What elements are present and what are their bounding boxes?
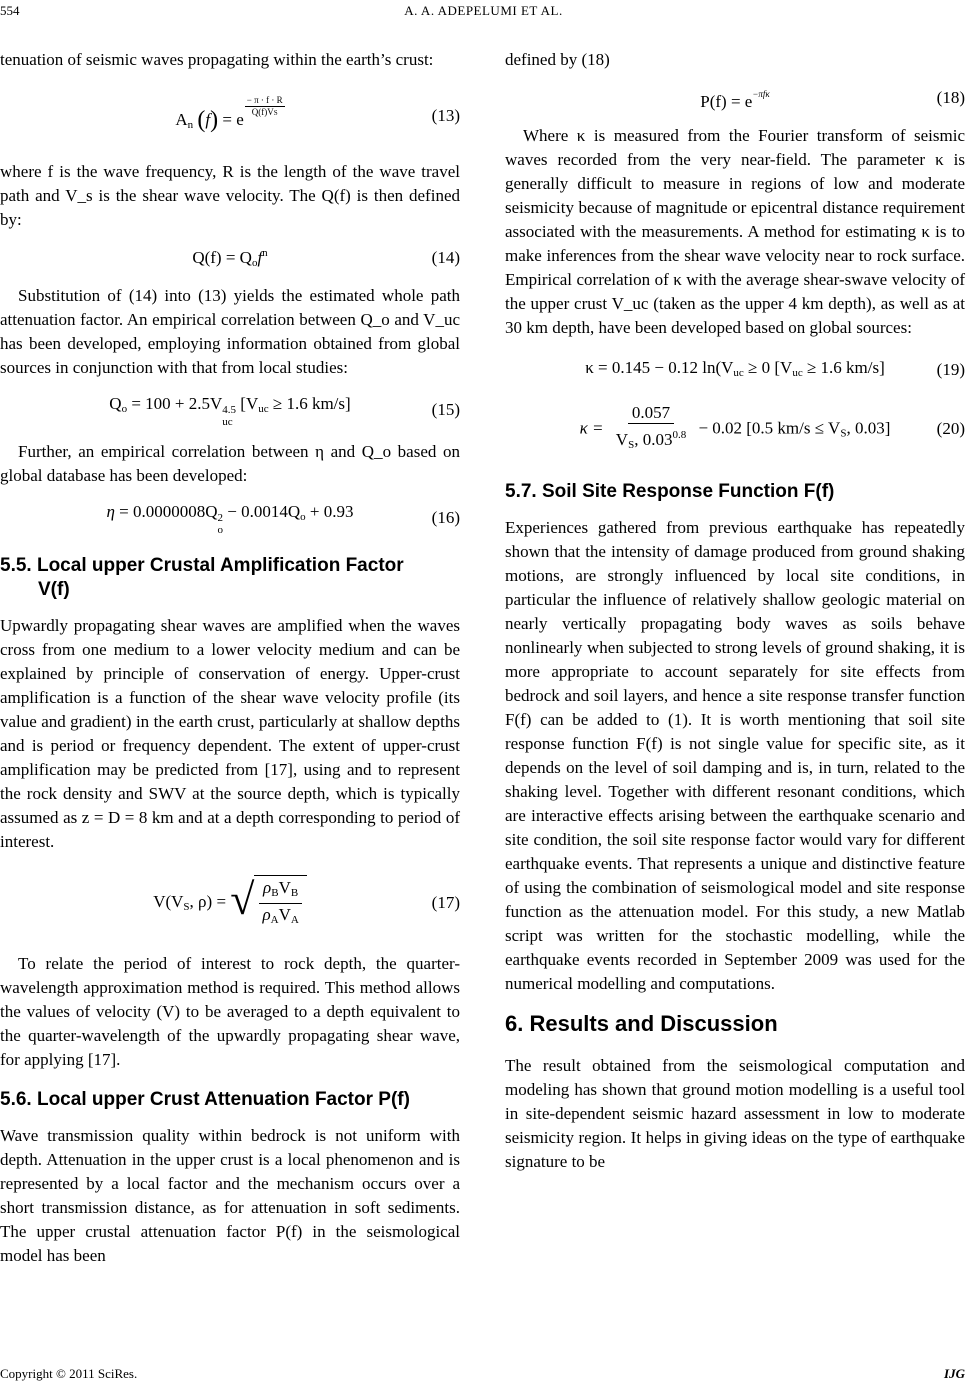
equation-14: $Q(f) = Q_of^n$ (14) bbox=[192, 247, 460, 269]
equation-number-17: (17) bbox=[431, 893, 460, 912]
equation-17: $V(V_S$, ρ) = √ $\frac{\rho_BV_B}{\rho_AV_A}$ (17) bbox=[0, 864, 460, 942]
section-heading-5-6: 5.6. Local upper Crust Attenuation Factor P(f) bbox=[0, 1089, 410, 1110]
paragraph-intro: tenuation of seismic waves propagating within the earth’s crust: bbox=[0, 50, 434, 69]
equation-number-14: (14) bbox=[431, 248, 460, 267]
paragraph-after-15: Further, an empirical correlation between η and Q_o based on global database has been developed: bbox=[0, 442, 460, 485]
paragraph-after-17: To relate the period of interest to rock depth, the quarter-wavelength approximation method is required. This method allows the values of velocity (V) to be averaged to a depth equivalent to the quarter-wavelength of the upwardly propagating shear wave, for applying [17]. bbox=[0, 954, 460, 1069]
section-heading-5-5: 5.5. Local upper Crustal Amplification Factor V(f) bbox=[0, 555, 404, 600]
section-heading-6: 6. Results and Discussion bbox=[505, 1011, 778, 1036]
paragraph-top-right: defined by (18) bbox=[505, 50, 610, 69]
paragraph-section-5-6: Wave transmission quality within bedrock is not uniform with depth. Attenuation in the upper crust is a local phenomenon and is represented by a local factor and the mechanism occurs over a short transmission distance, as for attenuation in soft sediments. The upper crustal attenuation factor P(f) in the seismological model has been bbox=[0, 1126, 460, 1265]
paragraph-section-6: The result obtained from the seismological computation and modeling has shown that ground motion modelling is a useful tool in site-dependent seismic hazard assessment in low to moderate seismicity region. It helps in giving ideas on the type of earthquake signature to be bbox=[505, 1056, 965, 1171]
equation-19: κ = 0.145 − 0.12 $\ln(V_{uc} \ge 0$ [$V_{uc} \ge 1.6$ km/s] (19) bbox=[505, 350, 965, 390]
equation-number-13: (13) bbox=[431, 106, 460, 125]
left-column bbox=[0, 48, 460, 1268]
equation-16: η = 0.0000008Q 2 o − $0.0014Q_o + 0.93$ (16) bbox=[106, 502, 460, 536]
paragraph-after-14: Substitution of (14) into (13) yields the estimated whole path attenuation factor. An empirical correlation between Q_o and V_uc has been developed, employing information obtained from global sources in conjunction with that from local studies: bbox=[0, 286, 460, 377]
section-heading-5-7: 5.7. Soil Site Response Function F(f) bbox=[505, 481, 835, 502]
square-root: √ $\frac{\rho_BV_B}{\rho_AV_A}$ bbox=[230, 875, 307, 931]
exponent-fraction: $\frac{- \pi \cdot f \cdot R}{Q(f)VS}$ bbox=[246, 95, 283, 117]
paragraph-after-18: Where κ is measured from the Fourier transform of seismic waves recorded from the very near-field. The parameter κ is generally difficult to measure in regions of low and moderate seismicity because of magnitude or epicentral distance requirement associated with the measurements. A method for estimating κ is to make inferences from the shear wave velocity near to rock surface. Empirical correlation of κ with the average shear-swave velocity of the upper crust V_uc (taken as the upper 4 km depth), as well as at 30 km depth, have been developed based on global sources: bbox=[505, 126, 965, 337]
equation-15: $Q_o = 100 + 2.5V$ 4.5 uc [$V_{uc} \ge 1.6$ km/s] (15) bbox=[109, 394, 460, 428]
equation-number-19: (19) bbox=[936, 360, 965, 379]
equation-number-20: (20) bbox=[936, 419, 965, 438]
equation-number-18: (18) bbox=[936, 88, 965, 107]
equation-20: κ = $\frac{0.057}{V_S, 0.03^{0.8}}$ − 0.02 [0.5 $km/s \le V_S$, 0.03] (20) bbox=[579, 402, 965, 451]
equation-13: $A_n$ (f) = e $\frac{- \pi \cdot f \cdot R}{Q(f)VS}$ (13) bbox=[175, 95, 460, 133]
footer-copyright: Copyright © 2011 SciRes. bbox=[0, 1366, 138, 1381]
right-column bbox=[505, 48, 965, 1174]
running-head: A. A. ADEPELUMI ET AL. bbox=[404, 3, 563, 18]
equation-18: $P(f) = e^{-\pi f\kappa}$ (18) bbox=[700, 88, 965, 111]
footer-journal: IJG bbox=[944, 1366, 965, 1381]
equation-number-16: (16) bbox=[431, 508, 460, 527]
page-number: 554 bbox=[0, 3, 20, 18]
equation-number-15: (15) bbox=[431, 400, 460, 419]
paragraph-section-5-5: Upwardly propagating shear waves are amplified when the waves cross from one medium to a lower velocity medium and can be explained by principle of conservation of energy. Upper-crust amplification is a function of the shear wave velocity profile (its value and gradient) in the earth crust, particularly at shallow depths and is period or frequency dependent. The extent of upper-crust amplification may be predicted from [17], using and to represent the rock density and SWV at the source depth, which is typically assumed as z = D = 8 km and at a depth corresponding to period of interest. bbox=[0, 616, 460, 851]
paragraph-after-13: where f is the wave frequency, R is the length of the wave travel path and V_s is the shear wave velocity. The Q(f) is then defined by: bbox=[0, 162, 460, 229]
paragraph-section-5-7: Experiences gathered from previous earthquake has repeatedly shown that the intensity of damage produced from ground shaking motions, are strongly influenced by local site conditions, in particular the influence of relatively shallow geologic material on nearly vertically propagating body waves as soils behave nonlinearly when subjected to strong levels of ground shaking, it is more appropriate to account separately for site effects from bedrock and soil layers, and hence a site response transfer function F(f) can be added to (1). It is worth mentioning that soil site response function F(f) is not single value for specific site, as it depends on the level of soil damping and is, in turn, related to the shaking level. Together with different resonant conditions, which are interactive effects arising between the earthquake scenario and site condition, the soil site response factor would vary for different earthquake events. That represents a unique and distinctive feature of using the combination of seismological model and site response function as the attenuation model. For this study, a new Matlab script was written for the stochastic modelling, while the earthquake events recorded in September 2009 was used for the numerical modelling and computations. bbox=[505, 518, 965, 993]
